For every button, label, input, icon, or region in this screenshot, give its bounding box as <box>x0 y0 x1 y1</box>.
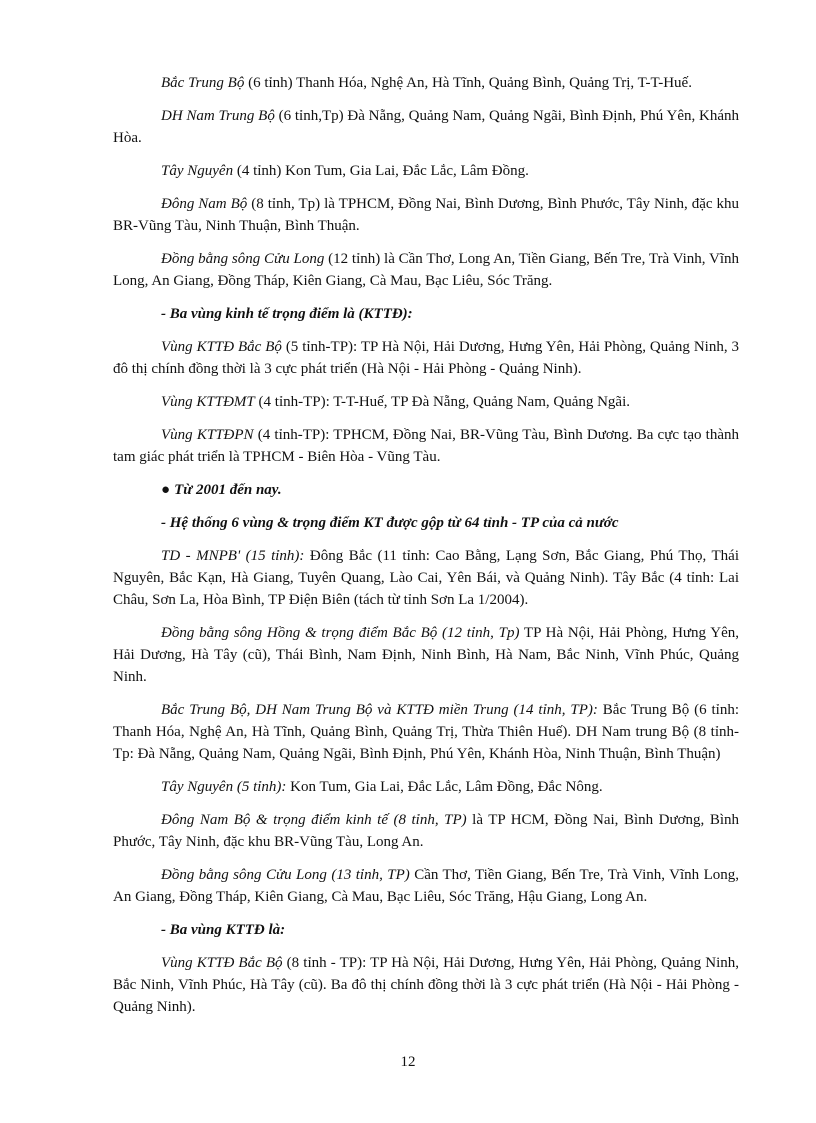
zone-text: (4 tỉnh-TP): T-T-Huế, TP Đà Nẵng, Quảng Nam, Quảng Ngãi. <box>254 394 631 410</box>
region-text: là TP HCM, Đồng Nai, Bình Dương, Bình Phước, Tây Ninh, đặc khu BR-Vũng Tàu, Long An. <box>113 812 739 850</box>
region-text: TP Hà Nội, Hải Phòng, Hưng Yên, Hải Dương, Hà Tây (cũ), Thái Bình, Nam Định, Ninh Bình, Hà Nam, Bắc Ninh, Vĩnh Phúc, Quảng Ninh. <box>113 625 739 685</box>
region-name: Đồng bằng sông Cửu Long <box>161 251 325 267</box>
zone-name: Vùng KTTĐ Bắc Bộ <box>161 955 283 971</box>
paragraph-tay-nguyen <box>113 160 739 182</box>
zone-name: Vùng KTTĐPN <box>161 427 254 443</box>
paragraph-tay-nguyen-2 <box>113 776 739 798</box>
region-text: Đông Bắc (11 tỉnh: Cao Bằng, Lạng Sơn, Bắc Giang, Phú Thọ, Thái Nguyên, Bắc Kạn, Hà Giang, Tuyên Quang, Lào Cai, Yên Bái, và Quảng Ninh). Tây Bắc (4 tỉnh: Lai Châu, Sơn La, Hòa Bình, TP Điện Biên (tách từ tỉnh Sơn La 1/2004). <box>113 548 739 608</box>
section-heading-ba-vung: - Ba vùng KTTĐ là: <box>161 922 286 938</box>
zone-name: Vùng KTTĐ Bắc Bộ <box>161 339 282 355</box>
paragraph-kttd-phia-nam <box>113 424 739 468</box>
paragraph-dbscl-2 <box>113 864 739 908</box>
bullet-heading <box>113 479 739 501</box>
section-heading-6-vung: - Hệ thống 6 vùng & trọng điểm KT được gộp từ 64 tỉnh - TP của cả nước <box>161 515 619 531</box>
zone-text: (5 tỉnh-TP): TP Hà Nội, Hải Dương, Hưng Yên, Hải Phòng, Quảng Ninh, 3 đô thị chính đồng thời là 3 cực phát triển (Hà Nội - Hải Phòng - Quảng Ninh). <box>113 339 739 377</box>
paragraph-bac-trung-bo <box>113 72 739 94</box>
section-heading-kttd: - Ba vùng kinh tế trọng điểm là (KTTĐ): <box>161 306 413 322</box>
document-page <box>113 72 739 1029</box>
region-text: (4 tỉnh) Kon Tum, Gia Lai, Đắc Lắc, Lâm Đồng. <box>233 163 529 179</box>
bullet-text: Từ 2001 đến nay. <box>174 482 282 498</box>
region-name: Đông Nam Bộ & trọng điểm kinh tế (8 tỉnh, TP) <box>161 812 467 828</box>
paragraph-td-mnpb <box>113 545 739 611</box>
paragraph-kttd-bac-bo <box>113 336 739 380</box>
paragraph-dong-nam-bo <box>113 193 739 237</box>
region-text: (12 tỉnh) là Cần Thơ, Long An, Tiền Giang, Bến Tre, Trà Vinh, Vĩnh Long, An Giang, Đồng Tháp, Kiên Giang, Cà Mau, Bạc Liêu, Sóc Trăng. <box>113 251 739 289</box>
region-name: Đông Nam Bộ <box>161 196 248 212</box>
paragraph-kttd-mien-trung <box>113 391 739 413</box>
paragraph-dbscl <box>113 248 739 292</box>
region-name: Bắc Trung Bộ, DH Nam Trung Bộ và KTTĐ miền Trung (14 tỉnh, TP): <box>161 702 598 718</box>
region-name: TD - MNPB' (15 tỉnh): <box>161 548 305 564</box>
region-text: Cần Thơ, Tiền Giang, Bến Tre, Trà Vinh, Vĩnh Long, An Giang, Đồng Tháp, Kiên Giang, Cà Mau, Bạc Liêu, Sóc Trăng, Hậu Giang, Long An. <box>113 867 740 905</box>
region-text: (8 tỉnh, Tp) là TPHCM, Đồng Nai, Bình Dương, Bình Phước, Tây Ninh, đặc khu BR-Vũng Tàu, Ninh Thuận, Bình Thuận. <box>113 196 739 234</box>
region-text: (6 tỉnh) Thanh Hóa, Nghệ An, Hà Tĩnh, Quảng Bình, Quảng Trị, T-T-Huế. <box>244 75 692 91</box>
paragraph-dong-nam-bo-2 <box>113 809 739 853</box>
paragraph-btb-dhntb <box>113 699 739 765</box>
zone-name: Vùng KTTĐMT <box>161 394 255 410</box>
region-text: Bắc Trung Bộ (6 tỉnh: Thanh Hóa, Nghệ An, Hà Tĩnh, Quảng Bình, Quảng Trị, Thừa Thiên Huế). DH Nam trung Bộ (8 tỉnh-Tp: Đà Nẵng, Quảng Nam, Quảng Ngãi, Bình Định, Phú Yên, Khánh Hòa, Ninh Thuận, Bình Thuận) <box>113 702 739 762</box>
paragraph-dh-nam-trung-bo <box>113 105 739 149</box>
bullet-icon: ● <box>161 482 171 498</box>
zone-text: (8 tỉnh - TP): TP Hà Nội, Hải Dương, Hưng Yên, Hải Phòng, Quảng Ninh, Bắc Ninh, Vĩnh Phúc, Hà Tây (cũ). Ba đô thị chính đồng thời là 3 cực phát triển (Hà Nội - Hải Phòng - Quảng Ninh). <box>113 955 739 1015</box>
region-name: Bắc Trung Bộ <box>161 75 245 91</box>
zone-text: (4 tỉnh-TP): TPHCM, Đồng Nai, BR-Vũng Tàu, Bình Dương. Ba cực tạo thành tam giác phát triển là TPHCM - Biên Hòa - Vũng Tàu. <box>113 427 740 465</box>
region-name: Đồng bằng sông Cửu Long (13 tỉnh, TP) <box>161 867 410 883</box>
region-name: Đồng bằng sông Hồng & trọng điểm Bắc Bộ (12 tỉnh, Tp) <box>161 625 520 641</box>
paragraph-kttd-bac-bo-2 <box>113 952 739 1018</box>
page-number: 12 <box>400 1054 416 1070</box>
paragraph-dbsh <box>113 622 739 688</box>
region-text: (6 tỉnh,Tp) Đà Nẵng, Quảng Nam, Quảng Ngãi, Bình Định, Phú Yên, Khánh Hòa. <box>113 108 739 146</box>
region-name: DH Nam Trung Bộ <box>161 108 275 124</box>
region-name: Tây Nguyên <box>161 163 234 179</box>
region-name: Tây Nguyên (5 tỉnh): <box>161 779 287 795</box>
region-text: Kon Tum, Gia Lai, Đắc Lắc, Lâm Đồng, Đắc Nông. <box>286 779 603 795</box>
